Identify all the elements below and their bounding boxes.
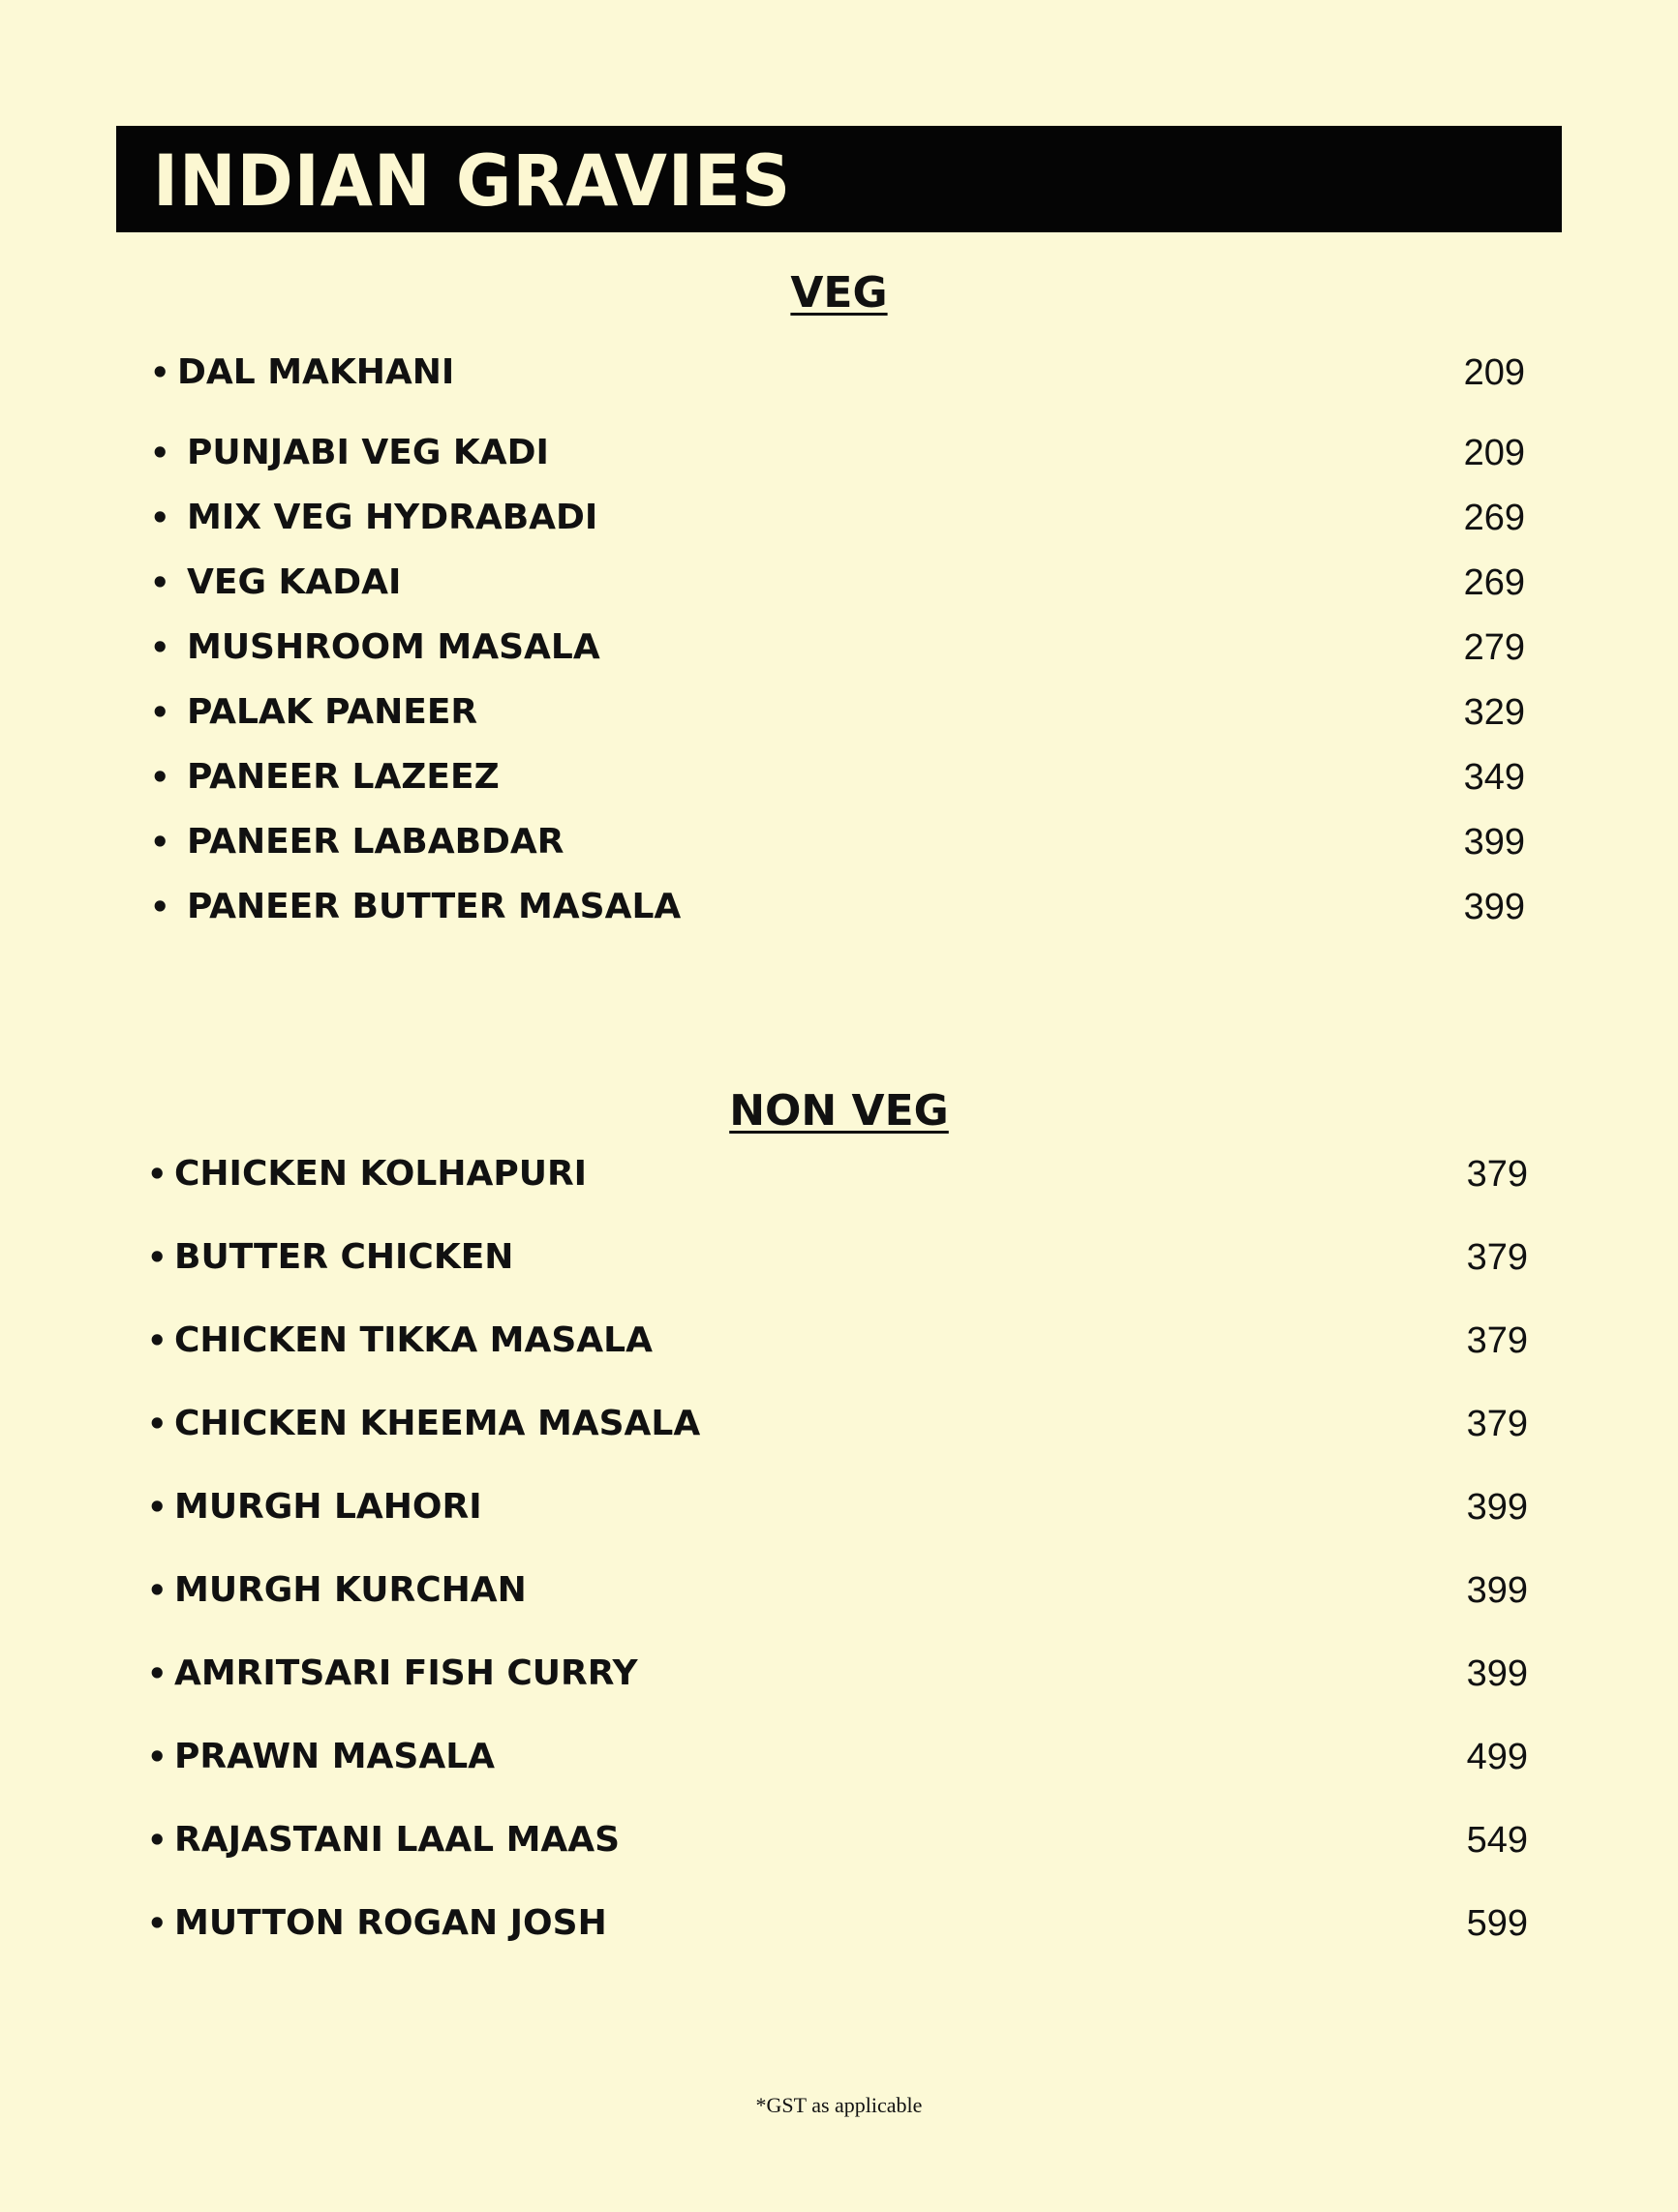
- bullet-icon: •: [150, 824, 170, 861]
- veg-section-heading: VEG: [790, 268, 888, 318]
- menu-item: [150, 628, 1525, 667]
- bullet-icon: •: [147, 1239, 168, 1276]
- menu-item: [147, 1904, 1528, 1943]
- menu-item: [147, 1571, 1528, 1610]
- item-price: 279: [1463, 627, 1525, 668]
- item-name: PRAWN MASALA: [174, 1737, 495, 1776]
- menu-item: [147, 1238, 1528, 1277]
- item-price: 399: [1466, 1487, 1528, 1528]
- bullet-icon: •: [147, 1905, 168, 1942]
- item-price: 349: [1463, 757, 1525, 798]
- menu-item: [147, 1821, 1528, 1860]
- gst-footnote: *GST as applicable: [755, 2093, 923, 2117]
- item-price: 599: [1466, 1903, 1528, 1944]
- item-price: 399: [1463, 822, 1525, 863]
- item-name: DAL MAKHANI: [177, 352, 455, 392]
- menu-item: [147, 1155, 1528, 1194]
- bullet-icon: •: [150, 629, 170, 666]
- bullet-icon: •: [150, 435, 170, 471]
- item-price: 399: [1466, 1570, 1528, 1611]
- item-price: 209: [1463, 433, 1525, 473]
- bullet-icon: •: [150, 694, 170, 731]
- bullet-icon: •: [147, 1322, 168, 1359]
- veg-item-list: [150, 353, 1525, 953]
- menu-item: [150, 758, 1525, 797]
- bullet-icon: •: [147, 1406, 168, 1442]
- item-price: 269: [1463, 498, 1525, 538]
- bullet-icon: •: [150, 889, 170, 925]
- item-name: MUSHROOM MASALA: [187, 627, 600, 667]
- menu-item: [150, 693, 1525, 732]
- item-price: 379: [1466, 1404, 1528, 1444]
- item-name: BUTTER CHICKEN: [174, 1237, 514, 1277]
- bullet-icon: •: [147, 1822, 168, 1859]
- item-name: CHICKEN KHEEMA MASALA: [174, 1404, 701, 1443]
- menu-item: [150, 823, 1525, 862]
- non-veg-section-heading: NON VEG: [729, 1086, 949, 1136]
- item-name: VEG KADAI: [187, 562, 402, 602]
- item-name: MIX VEG HYDRABADI: [187, 498, 598, 537]
- menu-item: [147, 1488, 1528, 1527]
- item-price: 549: [1466, 1820, 1528, 1861]
- item-name: AMRITSARI FISH CURRY: [174, 1653, 638, 1693]
- item-name: PANEER BUTTER MASALA: [187, 887, 682, 926]
- menu-item: [150, 434, 1525, 472]
- item-name: RAJASTANI LAAL MAAS: [174, 1820, 621, 1860]
- item-name: MUTTON ROGAN JOSH: [174, 1903, 607, 1943]
- bullet-icon: •: [147, 1572, 168, 1609]
- item-name: CHICKEN KOLHAPURI: [174, 1154, 588, 1194]
- menu-item: [150, 353, 1525, 392]
- item-name: MURGH KURCHAN: [174, 1570, 527, 1610]
- bullet-icon: •: [147, 1156, 168, 1193]
- menu-item: [150, 563, 1525, 602]
- menu-item: [147, 1321, 1528, 1360]
- item-price: 209: [1463, 352, 1525, 393]
- menu-item: [147, 1405, 1528, 1443]
- item-name: CHICKEN TIKKA MASALA: [174, 1320, 653, 1360]
- title-banner: [116, 126, 1562, 232]
- item-price: 379: [1466, 1154, 1528, 1195]
- item-price: 499: [1466, 1737, 1528, 1777]
- page-title: INDIAN GRAVIES: [153, 138, 792, 224]
- non-veg-item-list: [147, 1155, 1528, 1987]
- bullet-icon: •: [147, 1655, 168, 1692]
- item-name: PANEER LABABDAR: [187, 822, 564, 862]
- bullet-icon: •: [150, 564, 170, 601]
- item-name: MURGH LAHORI: [174, 1487, 482, 1527]
- bullet-icon: •: [150, 354, 170, 391]
- bullet-icon: •: [150, 500, 170, 536]
- menu-item: [147, 1654, 1528, 1693]
- menu-item: [147, 1738, 1528, 1776]
- bullet-icon: •: [147, 1489, 168, 1526]
- item-price: 329: [1463, 692, 1525, 733]
- item-price: 399: [1463, 887, 1525, 927]
- item-price: 379: [1466, 1320, 1528, 1361]
- menu-item: [150, 888, 1525, 926]
- menu-item: [150, 499, 1525, 537]
- item-name: PANEER LAZEEZ: [187, 757, 500, 797]
- item-name: PUNJABI VEG KADI: [187, 433, 549, 472]
- item-name: PALAK PANEER: [187, 692, 478, 732]
- bullet-icon: •: [147, 1739, 168, 1775]
- item-price: 399: [1466, 1653, 1528, 1694]
- bullet-icon: •: [150, 759, 170, 796]
- item-price: 269: [1463, 562, 1525, 603]
- item-price: 379: [1466, 1237, 1528, 1278]
